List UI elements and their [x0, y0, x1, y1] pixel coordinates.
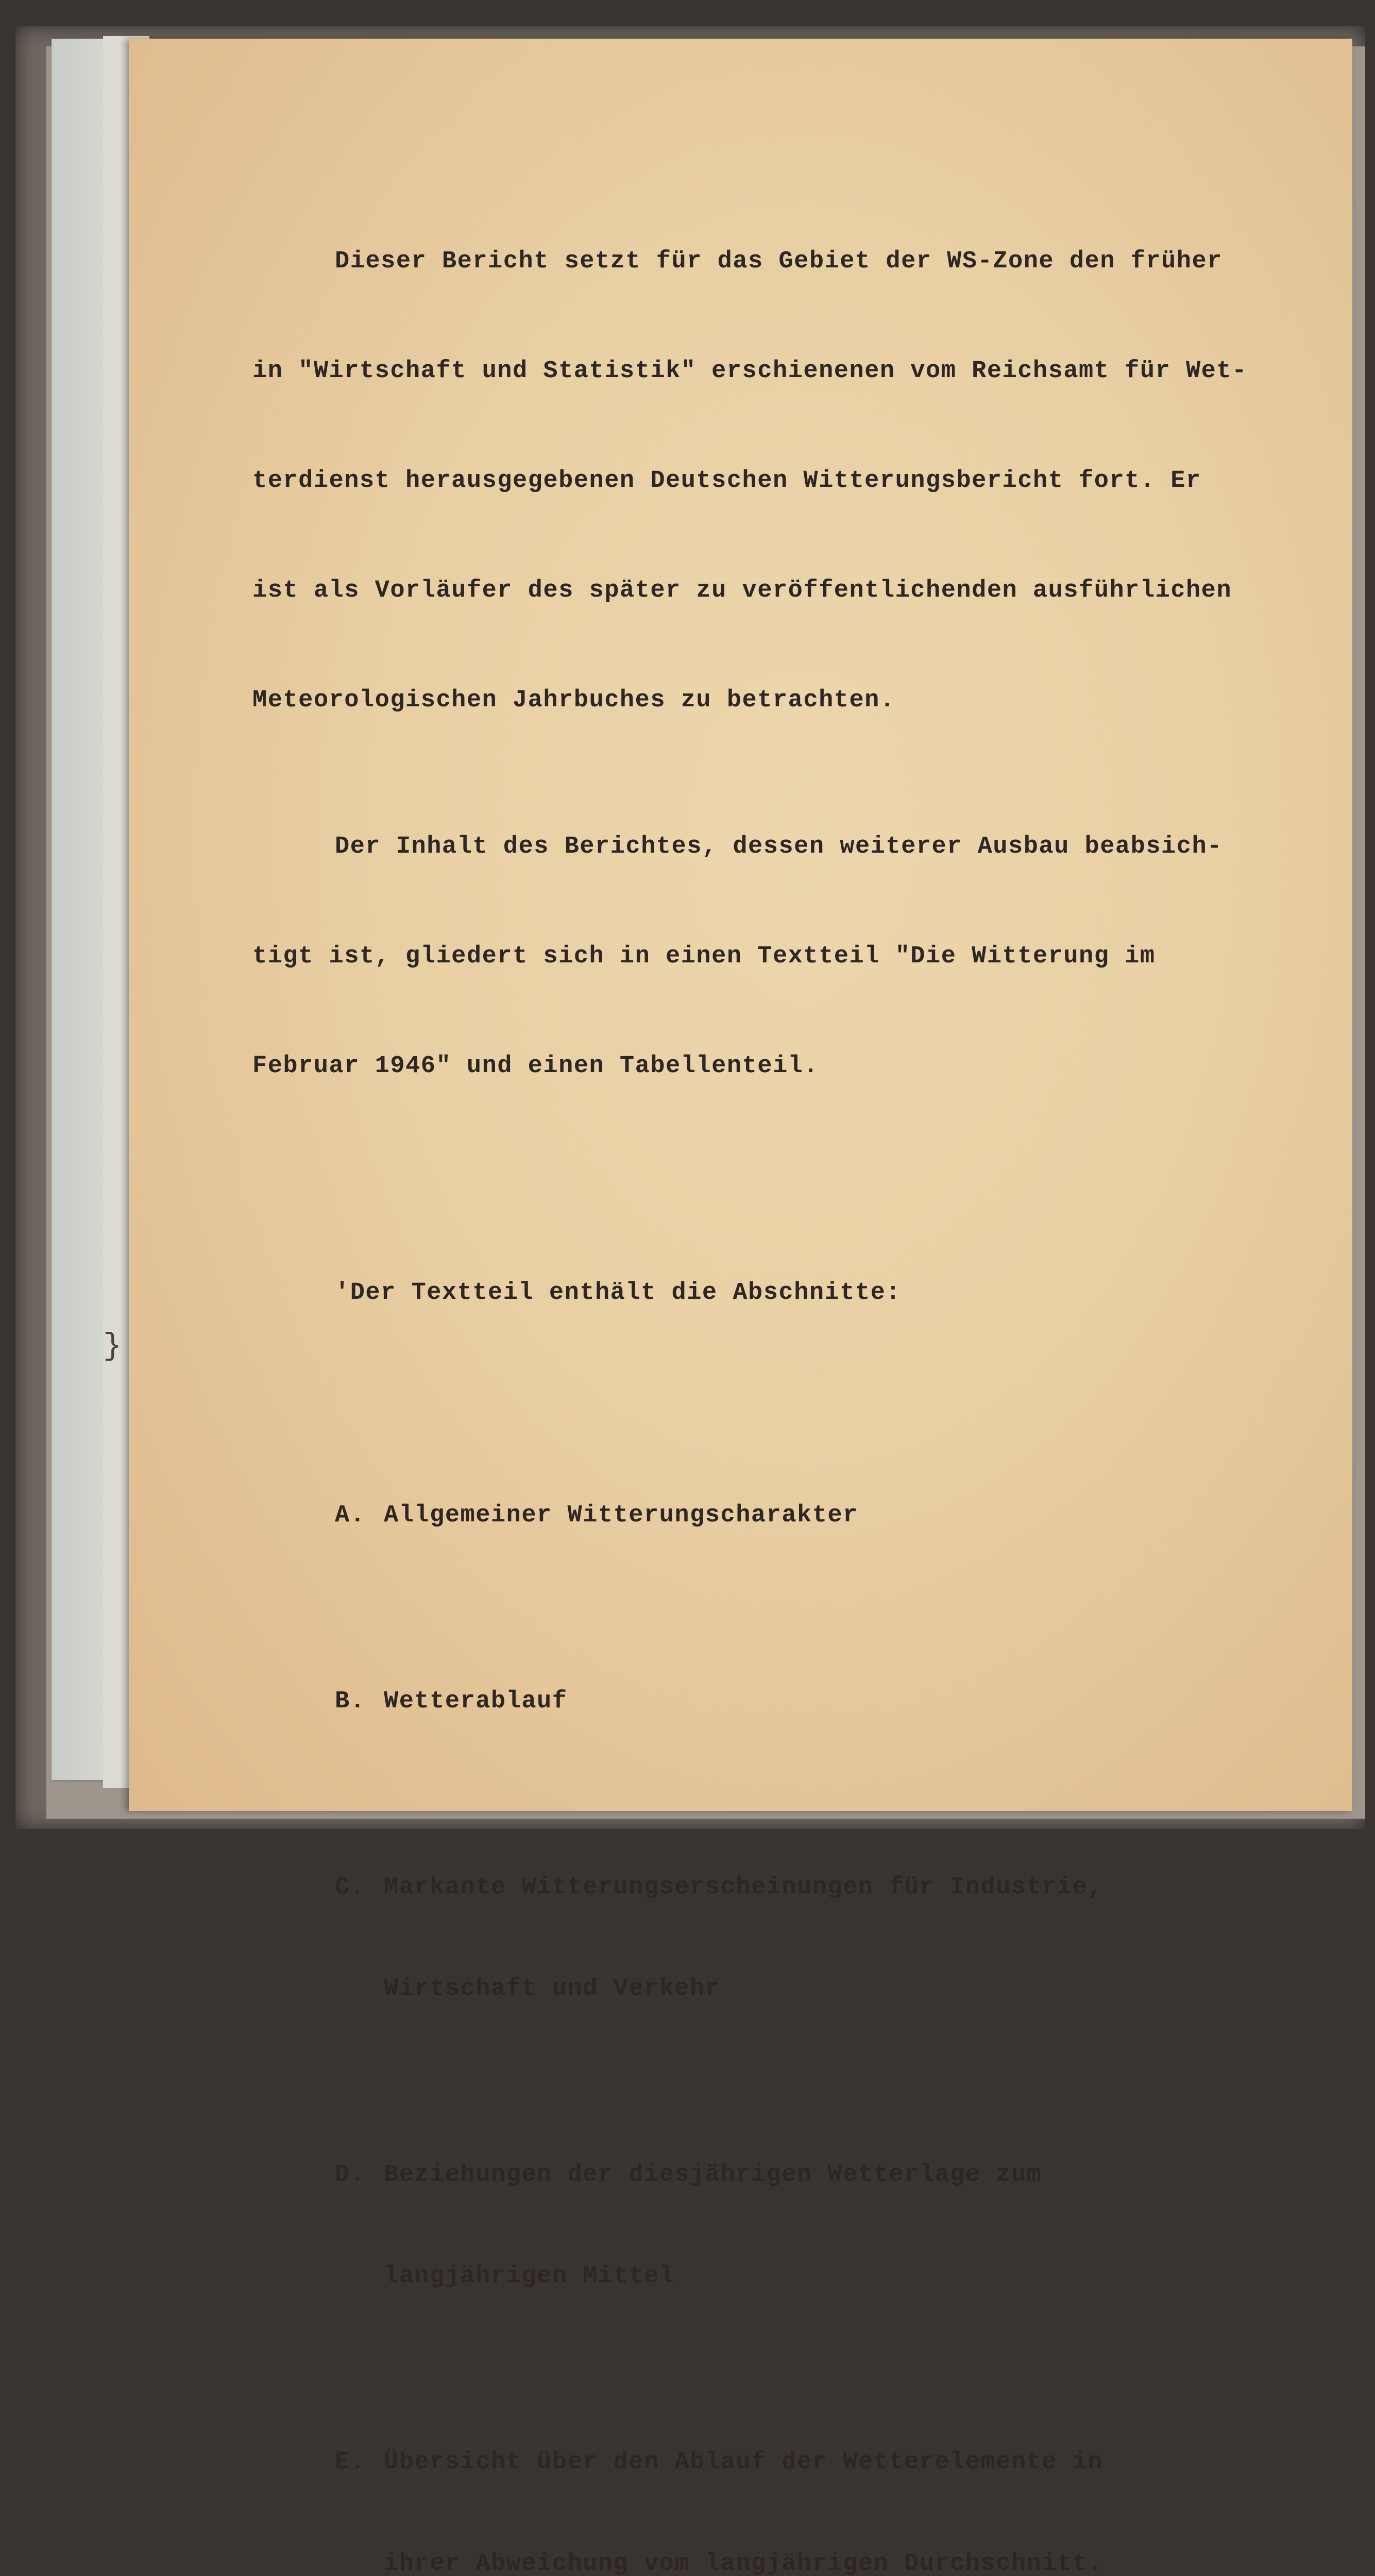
list-letter: E. — [335, 2449, 366, 2476]
text-line: Meteorologischen Jahrbuches zu betrachten. — [252, 687, 895, 714]
margin-bracket-mark: } — [103, 1329, 122, 1364]
list-text: Wetterablauf — [384, 1688, 568, 1715]
document-page — [129, 39, 1352, 2576]
list-text: Übersicht über den Ablauf der Wetterelemente in — [384, 2449, 1104, 2476]
list-text-cont: Wirtschaft und Verkehr — [384, 1975, 721, 2003]
list-letter: D. — [335, 2161, 366, 2189]
list-item — [252, 1687, 1339, 1716]
list-text-cont: langjährigen Mittel — [384, 2263, 675, 2290]
text-line: ist als Vorläufer des später zu veröffentlichenden ausführlichen — [252, 577, 1232, 604]
list-letter: C. — [335, 1874, 366, 1901]
list-text: Markante Witterungserscheinungen für Industrie, — [384, 1874, 1104, 1901]
list-item — [252, 2161, 1339, 2189]
list-item — [252, 1501, 1339, 1530]
list-item — [252, 1873, 1339, 1902]
list-item — [252, 2448, 1339, 2477]
list-letter: B. — [335, 1688, 366, 1715]
text-line: in "Wirtschaft und Statistik" erschienenen vom Reichsamt für Wet- — [252, 358, 1247, 385]
text-line: Dieser Bericht setzt für das Gebiet der WS-Zone den früher — [335, 248, 1223, 275]
list-text-cont: ihrer Abweichung vom langjährigen Durchschnitt. — [384, 2550, 1104, 2576]
text-line: Februar 1946" und einen Tabellenteil. — [252, 1053, 819, 1080]
list-text: Beziehungen der diesjährigen Wetterlage zum — [384, 2161, 1042, 2189]
list-text: Allgemeiner Witterungscharakter — [384, 1502, 858, 1529]
text-line: Der Inhalt des Berichtes, dessen weiterer Ausbau beabsich- — [335, 833, 1223, 860]
list-letter: A. — [335, 1502, 366, 1529]
text-line: terdienst herausgegebenen Deutschen Witterungsbericht fort. Er — [252, 467, 1201, 495]
list-intro: 'Der Textteil enthält die Abschnitte: — [335, 1279, 902, 1307]
document-text — [252, 170, 1339, 2576]
text-line: tigt ist, gliedert sich in einen Textteil "Die Witterung im — [252, 943, 1156, 970]
